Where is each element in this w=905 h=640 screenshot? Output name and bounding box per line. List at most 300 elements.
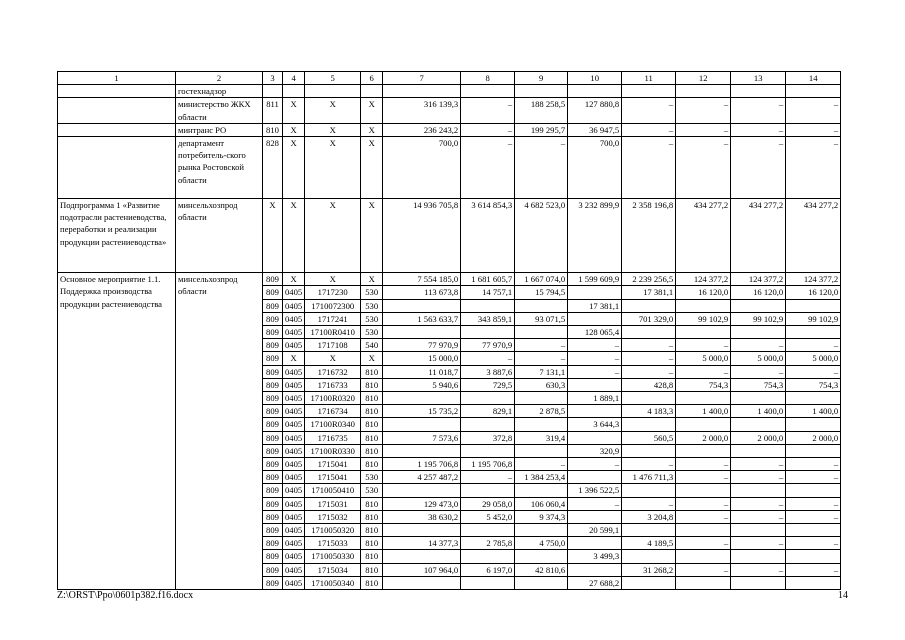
table-cell [731, 550, 786, 563]
table-cell: 809 [263, 365, 283, 378]
table-cell: – [731, 123, 786, 136]
table-cell: – [568, 458, 622, 471]
table-cell: – [731, 563, 786, 576]
column-header: 7 [383, 72, 461, 85]
table-cell: 1 563 633,7 [383, 312, 461, 325]
table-cell: 0405 [283, 299, 305, 312]
table-cell [461, 576, 515, 589]
table-cell: 810 [361, 497, 383, 510]
column-header: 5 [305, 72, 361, 85]
table-cell: – [622, 458, 676, 471]
table-cell: – [622, 339, 676, 352]
table-cell [515, 484, 568, 497]
table-cell: 1715034 [305, 563, 361, 576]
table-cell: 14 936 705,8 [383, 199, 461, 273]
table-cell: 3 204,8 [622, 510, 676, 523]
table-cell: 4 682 523,0 [515, 199, 568, 273]
table-row [58, 98, 841, 123]
table-cell: 560,5 [622, 431, 676, 444]
table-cell: 2 000,0 [731, 431, 786, 444]
table-cell: 129 473,0 [383, 497, 461, 510]
table-cell [676, 299, 731, 312]
table-cell: 113 673,8 [383, 286, 461, 299]
table-cell: Х [305, 352, 361, 365]
budget-table [57, 71, 841, 590]
table-cell [622, 484, 676, 497]
table-cell: 3 614 854,3 [461, 199, 515, 273]
table-cell: 809 [263, 378, 283, 391]
table-cell: 1 384 253,4 [515, 471, 568, 484]
table-cell: 754,3 [676, 378, 731, 391]
table-cell: 809 [263, 352, 283, 365]
table-cell [515, 418, 568, 431]
table-cell: 754,3 [731, 378, 786, 391]
table-cell: 107 964,0 [383, 563, 461, 576]
table-cell: 530 [361, 326, 383, 339]
table-cell [676, 524, 731, 537]
table-cell [786, 576, 841, 589]
table-cell [731, 524, 786, 537]
table-cell: Х [361, 137, 383, 199]
table-cell: 320,9 [568, 444, 622, 457]
table-cell: 11 018,7 [383, 365, 461, 378]
table-cell: 99 102,9 [676, 312, 731, 325]
table-cell: 1710050340 [305, 576, 361, 589]
table-cell: 17 381,1 [568, 299, 622, 312]
table-cell: 4 750,0 [515, 537, 568, 550]
table-cell: 7 554 185,0 [383, 273, 461, 286]
table-cell: 809 [263, 563, 283, 576]
table-cell: 809 [263, 484, 283, 497]
table-cell [283, 85, 305, 98]
table-cell: 127 880,8 [568, 98, 622, 123]
table-cell: 809 [263, 458, 283, 471]
executor-cell: департамент потребитель-ского рынка Ростовской области [176, 137, 263, 199]
table-cell [622, 418, 676, 431]
table-cell: – [786, 137, 841, 199]
table-cell: – [461, 471, 515, 484]
table-cell [676, 392, 731, 405]
table-cell: 42 810,6 [515, 563, 568, 576]
table-cell: 810 [361, 378, 383, 391]
table-cell [676, 484, 731, 497]
table-row [58, 199, 841, 273]
table-cell [731, 444, 786, 457]
table-cell: 20 599,1 [568, 524, 622, 537]
table-cell: 1716733 [305, 378, 361, 391]
table-cell [568, 537, 622, 550]
activity-name-cell [58, 98, 176, 123]
column-header: 14 [786, 72, 841, 85]
table-cell [383, 85, 461, 98]
table-cell: – [622, 123, 676, 136]
table-cell: 0405 [283, 537, 305, 550]
table-cell: 1716734 [305, 405, 361, 418]
column-header: 11 [622, 72, 676, 85]
column-header: 9 [515, 72, 568, 85]
table-cell: 809 [263, 286, 283, 299]
table-cell: – [622, 497, 676, 510]
table-cell: 1715031 [305, 497, 361, 510]
table-cell: 810 [361, 431, 383, 444]
table-cell: – [461, 137, 515, 199]
table-cell: 15 794,5 [515, 286, 568, 299]
table-cell: 1716732 [305, 365, 361, 378]
table-cell [676, 444, 731, 457]
table-cell: – [786, 98, 841, 123]
table-cell: 15 735,2 [383, 405, 461, 418]
table-cell [676, 326, 731, 339]
table-cell: 1 667 074,0 [515, 273, 568, 286]
executor-cell: гостехнадзор [176, 85, 263, 98]
table-cell: 0405 [283, 524, 305, 537]
table-cell: – [568, 352, 622, 365]
table-cell: 0405 [283, 510, 305, 523]
table-cell: 1715041 [305, 471, 361, 484]
table-cell: 809 [263, 405, 283, 418]
table-cell: 1 400,0 [731, 405, 786, 418]
table-cell [731, 576, 786, 589]
table-cell [676, 85, 731, 98]
table-cell: 530 [361, 312, 383, 325]
table-cell: 811 [263, 98, 283, 123]
table-cell: 810 [361, 365, 383, 378]
table-cell: 16 120,0 [676, 286, 731, 299]
table-cell: 1 195 706,8 [461, 458, 515, 471]
table-cell [461, 392, 515, 405]
table-cell [383, 524, 461, 537]
table-cell [786, 392, 841, 405]
column-header: 10 [568, 72, 622, 85]
table-cell: 810 [361, 392, 383, 405]
table-cell [383, 576, 461, 589]
table-cell: Х [305, 98, 361, 123]
table-cell: 1710072300 [305, 299, 361, 312]
table-cell [786, 524, 841, 537]
table-cell [786, 484, 841, 497]
table-cell: 0405 [283, 458, 305, 471]
table-cell [383, 444, 461, 457]
table-cell: 14 377,3 [383, 537, 461, 550]
table-cell: 0405 [283, 563, 305, 576]
table-cell [568, 405, 622, 418]
table-cell: Х [305, 123, 361, 136]
table-cell: 0405 [283, 365, 305, 378]
table-cell: 5 940,6 [383, 378, 461, 391]
table-cell: 809 [263, 576, 283, 589]
table-cell: 3 644,3 [568, 418, 622, 431]
table-cell: – [786, 365, 841, 378]
table-cell: 810 [263, 123, 283, 136]
table-row [58, 123, 841, 136]
table-cell: – [622, 352, 676, 365]
table-cell: 7 131,1 [515, 365, 568, 378]
table-cell: 1 476 711,3 [622, 471, 676, 484]
table-cell: 5 000,0 [676, 352, 731, 365]
executor-cell: минсельхозпрод области [176, 199, 263, 273]
table-cell: 128 065,4 [568, 326, 622, 339]
table-cell: 319,4 [515, 431, 568, 444]
table-cell: 2 239 256,5 [622, 273, 676, 286]
table-cell: – [622, 365, 676, 378]
table-cell: – [515, 352, 568, 365]
table-cell: 1 195 706,8 [383, 458, 461, 471]
table-cell: 236 243,2 [383, 123, 461, 136]
activity-name-cell: Подпрограмма 1 «Развитие подотрасли растениеводства, переработки и реализации продукции растениеводства» [58, 199, 176, 273]
table-cell: 540 [361, 339, 383, 352]
table-cell [383, 550, 461, 563]
table-cell: – [731, 137, 786, 199]
table-cell: 810 [361, 418, 383, 431]
table-cell: 5 000,0 [731, 352, 786, 365]
table-cell: 3 499,3 [568, 550, 622, 563]
table-cell: 343 859,1 [461, 312, 515, 325]
table-cell: 99 102,9 [786, 312, 841, 325]
table-cell: – [622, 98, 676, 123]
table-cell: – [731, 510, 786, 523]
footer-file-path: Z:\ORST\Ppo\0601p382.f16.docx [57, 590, 194, 601]
table-cell [676, 550, 731, 563]
table-cell: 27 688,2 [568, 576, 622, 589]
table-cell: 372,8 [461, 431, 515, 444]
table-cell: – [731, 98, 786, 123]
table-cell: 434 277,2 [786, 199, 841, 273]
table-cell: – [731, 458, 786, 471]
table-cell: 17100R0330 [305, 444, 361, 457]
table-cell: Х [283, 98, 305, 123]
table-cell: 5 452,0 [461, 510, 515, 523]
executor-cell: министерство ЖКХ области [176, 98, 263, 123]
table-cell [461, 299, 515, 312]
table-cell: 0405 [283, 497, 305, 510]
table-cell: Х [361, 273, 383, 286]
table-cell: 809 [263, 299, 283, 312]
table-cell [568, 286, 622, 299]
table-cell: 809 [263, 273, 283, 286]
table-cell: 1 889,1 [568, 392, 622, 405]
table-cell: Х [361, 352, 383, 365]
table-cell: – [676, 563, 731, 576]
table-cell: 0405 [283, 286, 305, 299]
table-cell: Х [305, 199, 361, 273]
table-row [58, 137, 841, 199]
table-cell: 124 377,2 [676, 273, 731, 286]
table-cell: 17 381,1 [622, 286, 676, 299]
table-cell [622, 550, 676, 563]
table-cell: 0405 [283, 431, 305, 444]
table-cell: 809 [263, 326, 283, 339]
table-cell: 3 232 899,9 [568, 199, 622, 273]
table-cell [515, 326, 568, 339]
table-cell: 1 400,0 [786, 405, 841, 418]
table-cell: 0405 [283, 471, 305, 484]
table-cell [461, 418, 515, 431]
table-cell: 1716735 [305, 431, 361, 444]
table-cell: – [461, 98, 515, 123]
table-cell: 77 970,9 [461, 339, 515, 352]
table-cell: 0405 [283, 550, 305, 563]
table-cell: 6 197,0 [461, 563, 515, 576]
table-cell: 809 [263, 444, 283, 457]
table-cell: – [676, 123, 731, 136]
table-cell [461, 550, 515, 563]
table-cell: 530 [361, 299, 383, 312]
table-cell: Х [305, 137, 361, 199]
table-cell: 700,0 [383, 137, 461, 199]
table-cell: 7 573,6 [383, 431, 461, 444]
table-cell [515, 392, 568, 405]
column-header: 4 [283, 72, 305, 85]
table-cell [263, 85, 283, 98]
table-cell: 0405 [283, 339, 305, 352]
table-cell: 4 189,5 [622, 537, 676, 550]
table-cell: 199 295,7 [515, 123, 568, 136]
table-cell [786, 326, 841, 339]
table-cell: 809 [263, 418, 283, 431]
activity-name-cell [58, 137, 176, 199]
table-cell: Х [283, 123, 305, 136]
table-cell: Х [305, 273, 361, 286]
table-cell: – [515, 137, 568, 199]
table-cell: 29 058,0 [461, 497, 515, 510]
table-cell: 17100R0340 [305, 418, 361, 431]
table-cell: – [676, 471, 731, 484]
table-cell: Х [361, 199, 383, 273]
table-cell: – [731, 365, 786, 378]
table-cell: – [515, 339, 568, 352]
table-cell: Х [263, 199, 283, 273]
table-header-row [58, 72, 841, 85]
table-cell: Х [283, 199, 305, 273]
table-cell [568, 471, 622, 484]
table-cell [515, 550, 568, 563]
table-cell: 106 060,4 [515, 497, 568, 510]
table-cell: – [786, 497, 841, 510]
table-cell: 530 [361, 471, 383, 484]
table-cell: 4 183,3 [622, 405, 676, 418]
table-cell: – [676, 365, 731, 378]
table-cell: 0405 [283, 392, 305, 405]
table-cell [383, 418, 461, 431]
table-cell [361, 85, 383, 98]
table-cell: 434 277,2 [676, 199, 731, 273]
table-cell: 530 [361, 286, 383, 299]
executor-cell: минтранс РО [176, 123, 263, 136]
table-cell [731, 299, 786, 312]
table-cell: 810 [361, 405, 383, 418]
table-cell [786, 418, 841, 431]
table-cell [515, 444, 568, 457]
table-cell: – [786, 510, 841, 523]
table-cell: 0405 [283, 405, 305, 418]
table-cell [383, 299, 461, 312]
table-cell: 809 [263, 537, 283, 550]
table-cell [568, 431, 622, 444]
table-cell: – [786, 563, 841, 576]
table-cell [515, 299, 568, 312]
table-cell [383, 392, 461, 405]
table-cell: 77 970,9 [383, 339, 461, 352]
table-cell [731, 326, 786, 339]
table-cell [568, 510, 622, 523]
table-cell: 3 887,6 [461, 365, 515, 378]
table-cell: 754,3 [786, 378, 841, 391]
table-cell: 809 [263, 471, 283, 484]
table-cell: – [461, 352, 515, 365]
table-cell [786, 85, 841, 98]
table-cell: 810 [361, 537, 383, 550]
table-cell [568, 563, 622, 576]
table-cell: 809 [263, 497, 283, 510]
table-cell [461, 444, 515, 457]
table-cell [461, 484, 515, 497]
table-cell: 2 785,8 [461, 537, 515, 550]
table-cell: 428,8 [622, 378, 676, 391]
column-header: 13 [731, 72, 786, 85]
table-cell: 99 102,9 [731, 312, 786, 325]
activity-name-cell [58, 123, 176, 136]
table-cell: 809 [263, 312, 283, 325]
table-cell: 1 681 605,7 [461, 273, 515, 286]
table-cell [622, 85, 676, 98]
table-cell [731, 484, 786, 497]
table-cell: 810 [361, 510, 383, 523]
table-cell: – [568, 339, 622, 352]
table-cell: 2 878,5 [515, 405, 568, 418]
table-cell: 809 [263, 524, 283, 537]
table-cell: 1710050410 [305, 484, 361, 497]
table-cell: 0405 [283, 378, 305, 391]
footer-page-number: 14 [838, 590, 848, 601]
table-cell: Х [283, 273, 305, 286]
table-cell: – [622, 137, 676, 199]
table-cell: – [731, 339, 786, 352]
activity-name-cell: Основное мероприятие 1.1. Поддержка производства продукции растениеводства [58, 273, 176, 590]
table-cell [383, 484, 461, 497]
table-cell: 2 000,0 [676, 431, 731, 444]
table-cell: 124 377,2 [731, 273, 786, 286]
table-cell: 2 000,0 [786, 431, 841, 444]
table-cell: 2 358 196,8 [622, 199, 676, 273]
table-cell: 530 [361, 484, 383, 497]
table-cell: 14 757,1 [461, 286, 515, 299]
table-cell: – [515, 458, 568, 471]
table-cell: – [568, 365, 622, 378]
table-cell [515, 85, 568, 98]
table-cell: 434 277,2 [731, 199, 786, 273]
column-header: 8 [461, 72, 515, 85]
table-cell: – [786, 471, 841, 484]
table-cell: – [676, 458, 731, 471]
table-cell [731, 85, 786, 98]
table-cell: 16 120,0 [786, 286, 841, 299]
table-cell: 810 [361, 576, 383, 589]
table-cell: 809 [263, 550, 283, 563]
table-cell: 316 139,3 [383, 98, 461, 123]
table-cell: – [676, 537, 731, 550]
table-cell: 1715041 [305, 458, 361, 471]
table-cell [786, 444, 841, 457]
table-cell: – [786, 339, 841, 352]
table-cell: 9 374,3 [515, 510, 568, 523]
activity-name-cell [58, 85, 176, 98]
table-cell: 809 [263, 392, 283, 405]
column-header: 2 [176, 72, 263, 85]
table-cell [568, 85, 622, 98]
table-cell: 31 268,2 [622, 563, 676, 576]
table-cell [676, 418, 731, 431]
table-cell [622, 524, 676, 537]
